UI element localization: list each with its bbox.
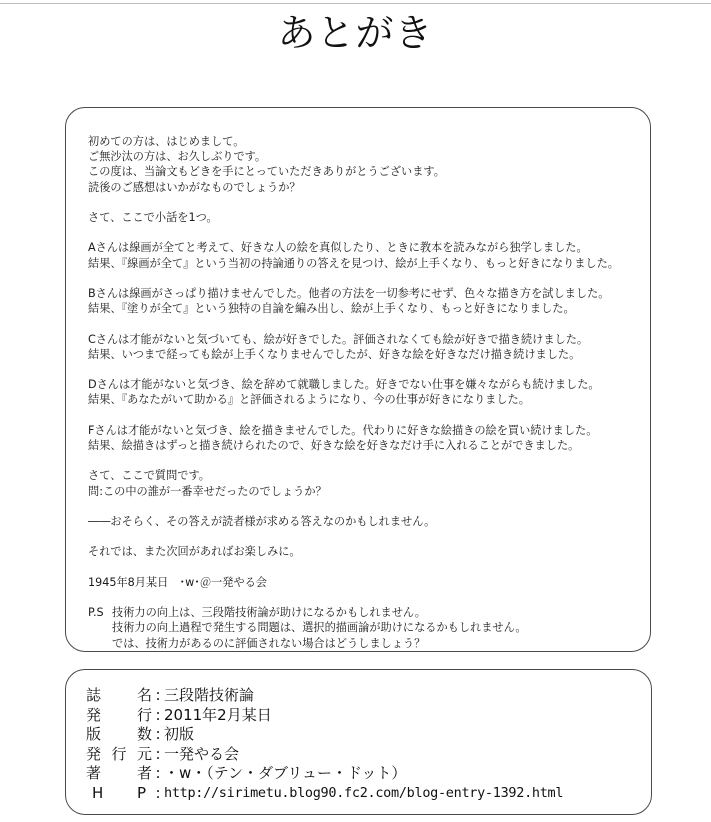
greeting-paragraph — [88, 134, 642, 195]
colophon-value: 一発やる会 — [164, 744, 240, 763]
colophon-key: H P — [92, 783, 146, 802]
text-line: 初めての方は、はじめまして。 — [88, 135, 245, 148]
text-line: ご無沙汰の方は、お久しぶりです。 — [88, 150, 267, 164]
colophon-separator: : — [155, 686, 161, 704]
text-line: さて、ここで質問です。 — [88, 469, 210, 483]
colophon-separator: : — [155, 764, 161, 782]
text-line: Bさんは線画がさっぱり描けませんでした。他者の方法を一切参考にせず、色々な描き方を試しました。 — [88, 286, 610, 300]
colophon-value: 三段階技術論 — [164, 686, 255, 704]
colophon-row-issued — [86, 706, 563, 726]
text-line: Cさんは才能がないと気づいても、絵が好きでした。評価されなくても絵が好きで描き続けました。 — [88, 332, 589, 346]
text-line: 結果、『線画が全て』という当初の持論通りの答えを見つけ、絵が上手くなり、もっと好きになりました。 — [88, 256, 619, 270]
text-line: 読後のご感想はいかがなものでしょうか？ — [88, 180, 301, 194]
colophon — [86, 686, 563, 803]
text-line: Fさんは才能がないと気づき、絵を描きませんでした。代わりに好きな絵描きの絵を買い続けました。 — [88, 423, 598, 437]
afterword-box — [65, 107, 651, 652]
text-line: 技術力の向上は、三段階技術論が助けになるかもしれません。 — [112, 606, 426, 620]
colophon-row-author — [86, 764, 563, 784]
story-a-paragraph — [88, 240, 642, 270]
text-line: Dさんは才能がないと気づき、絵を辞めて就職しました。好きでない仕事を嫌々ながらも続けました。 — [88, 378, 600, 392]
text-line: では、技術力があるのに評価されない場合はどうしましょう？ — [112, 636, 426, 650]
colophon-box — [65, 669, 652, 815]
story-d-paragraph — [88, 377, 642, 407]
text-line: 問:この中の誰が一番幸せだったのでしょうか？ — [88, 484, 327, 498]
colophon-row-homepage — [86, 784, 563, 804]
closing-paragraph — [88, 544, 642, 559]
colophon-value: 初版 — [164, 725, 195, 743]
colophon-separator: : — [155, 725, 161, 743]
colophon-row-publisher — [86, 745, 563, 765]
colophon-separator: : — [155, 744, 161, 763]
homepage-url: http://sirimetu.blog90.fc2.com/blog-entry-1392.html — [164, 784, 564, 801]
text-line: 結果、『あなたがいて助かる』と評価されるようになり、今の仕事が好きになりました。 — [88, 393, 530, 407]
signature-line — [88, 575, 642, 590]
text-line: この度は、当論文もどきを手にとっていただきありがとうございます。 — [88, 165, 445, 179]
postscript-label: P.S — [88, 606, 104, 620]
story-f-paragraph — [88, 423, 642, 453]
colophon-key: 発 行 元 — [86, 744, 152, 763]
intro-paragraph — [88, 210, 642, 225]
story-c-paragraph — [88, 332, 642, 362]
colophon-separator: : — [155, 783, 161, 802]
postscript — [88, 605, 642, 651]
colophon-key: 版 数 — [86, 725, 152, 743]
colophon-separator: : — [155, 705, 161, 724]
answer-paragraph — [88, 514, 642, 529]
question-paragraph — [88, 468, 642, 498]
colophon-row-title — [86, 686, 563, 706]
page-title: あとがき — [277, 11, 434, 55]
text-line: 1945年8月某日 ･w･＠一発やる会 — [88, 575, 267, 589]
colophon-key: 誌 名 — [86, 686, 152, 704]
text-line: Aさんは線画が全てと考えて、好きな人の絵を真似したり、ときに教本を読みながら独学しました。 — [88, 241, 588, 255]
colophon-key: 著 者 — [86, 764, 152, 782]
text-line: 結果、『塗りが全て』という独特の自論を編み出し、絵が上手くなり、もっと好きになりました。 — [88, 302, 575, 316]
text-line: それでは、また次回があればお楽しみに。 — [88, 545, 301, 559]
story-b-paragraph — [88, 286, 642, 316]
afterword-text — [88, 134, 642, 651]
top-border-line — [0, 3, 711, 4]
colophon-key: 発 行 — [86, 705, 152, 724]
text-line: 技術力の向上過程で発生する問題は、選択的描画論が助けになるかもしれません。 — [112, 621, 527, 635]
colophon-value: 2011年2月某日 — [164, 705, 272, 724]
colophon-value: ・w・（テン・ダブリュー・ドット） — [164, 764, 407, 782]
colophon-row-edition — [86, 725, 563, 745]
text-line: ――おそらく、その答えが読者様が求める答えなのかもしれません。 — [88, 514, 436, 528]
text-line: 結果、絵描きはずっと描き続けられたので、好きな絵を好きなだけ手に入れることができました。 — [88, 438, 580, 452]
postscript-lines — [112, 605, 527, 651]
text-line: 結果、いつまで経っても絵が上手くなりませんでしたが、好きな絵を好きなだけ描き続けました。 — [88, 347, 581, 361]
text-line: さて、ここで小話を1つ。 — [88, 211, 218, 224]
